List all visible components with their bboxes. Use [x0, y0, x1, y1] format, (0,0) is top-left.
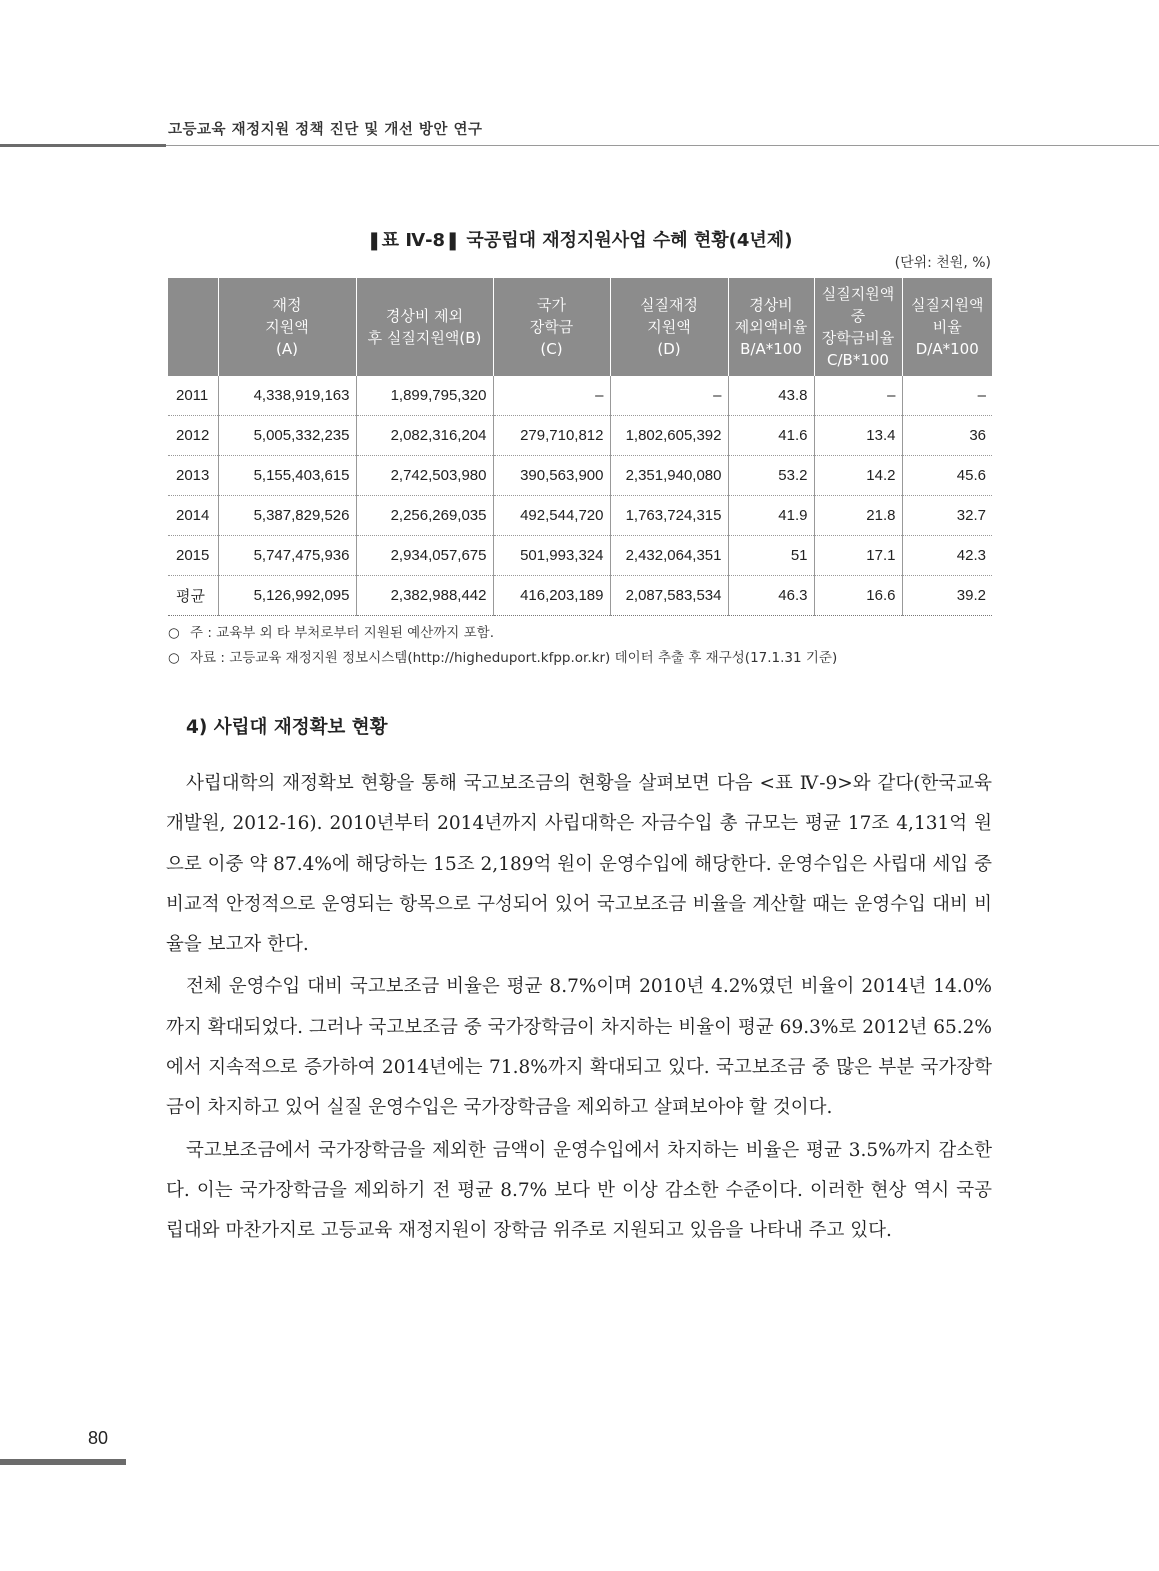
table-cell: 42.3 [902, 536, 992, 576]
table-cell: 5,387,829,526 [218, 496, 356, 536]
table-cell: 2,742,503,980 [356, 456, 493, 496]
body-paragraph: 국고보조금에서 국가장학금을 제외한 금액이 운영수입에서 차지하는 비율은 평균 3.5%까지 감소한다. 이는 국가장학금을 제외하기 전 평균 8.7% 보다 반 이상 감소한 수준이다. 이러한 현상 역시 국공립대와 마찬가지로 고등교육 재정지원이 장학금 위주로 지원되고 있음을 나타내 주고 있다. [166, 1139, 992, 1242]
header-rule-thin [166, 145, 1159, 146]
table-note [168, 621, 837, 646]
table-header-cell: 재정 지원액 (A) [218, 278, 356, 376]
table-row-label: 2014 [168, 496, 218, 536]
table-cell: 2,934,057,675 [356, 536, 493, 576]
table-row [168, 536, 992, 576]
table-cell: – [610, 376, 728, 416]
table-cell: 41.6 [728, 416, 814, 456]
body-text [166, 764, 992, 1254]
table-header-row [168, 278, 992, 376]
table-cell: 41.9 [728, 496, 814, 536]
table-cell: 5,126,992,095 [218, 576, 356, 616]
table-row-label: 2013 [168, 456, 218, 496]
table-cell: 2,087,583,534 [610, 576, 728, 616]
table-cell: 5,005,332,235 [218, 416, 356, 456]
page-number: 80 [88, 1428, 109, 1448]
table-row-label: 2011 [168, 376, 218, 416]
table-cell: 45.6 [902, 456, 992, 496]
table-cell: 2,351,940,080 [610, 456, 728, 496]
table-cell: 501,993,324 [493, 536, 610, 576]
table-cell: 1,802,605,392 [610, 416, 728, 456]
table-note [168, 646, 837, 671]
table-cell: 2,432,064,351 [610, 536, 728, 576]
funding-table [168, 278, 992, 616]
table-cell: 32.7 [902, 496, 992, 536]
table-unit-note: (단위: 천원, %) [894, 255, 991, 271]
table-cell: 5,155,403,615 [218, 456, 356, 496]
data-table-wrapper [168, 278, 992, 616]
table-row-label: 2012 [168, 416, 218, 456]
table-cell: 2,082,316,204 [356, 416, 493, 456]
table-cell: 5,747,475,936 [218, 536, 356, 576]
table-cell: 16.6 [814, 576, 902, 616]
table-row [168, 376, 992, 416]
table-body [168, 376, 992, 616]
table-cell: 51 [728, 536, 814, 576]
table-row [168, 576, 992, 616]
table-row [168, 456, 992, 496]
table-cell: – [814, 376, 902, 416]
table-row-label: 평균 [168, 576, 218, 616]
table-header-cell: 실질재정 지원액 (D) [610, 278, 728, 376]
note-bullet: ○ [168, 650, 180, 666]
table-cell: 13.4 [814, 416, 902, 456]
table-cell: 21.8 [814, 496, 902, 536]
body-paragraph: 전체 운영수입 대비 국고보조금 비율은 평균 8.7%이며 2010년 4.2%였던 비율이 2014년 14.0%까지 확대되었다. 그러나 국고보조금 중 국가장학금이 차지하는 비율이 평균 69.3%로 2012년 65.2%에서 지속적으로 증가하여 2014년에는 71.8%까지 확대되고 있다. 국고보조금 중 많은 부분 국가장학금이 차지하고 있어 실질 운영수입은 국가장학금을 제외하고 살펴보아야 할 것이다. [166, 976, 992, 1119]
table-row-label: 2015 [168, 536, 218, 576]
table-header-cell: 경상비 제외액비율 B/A*100 [728, 278, 814, 376]
table-cell: 2,382,988,442 [356, 576, 493, 616]
footer-rule [0, 1459, 126, 1465]
table-cell: 53.2 [728, 456, 814, 496]
table-header-cell: 실질지원액 중 장학금비율 C/B*100 [814, 278, 902, 376]
table-header-cell: 국가 장학금 (C) [493, 278, 610, 376]
note-bullet: ○ [168, 625, 180, 641]
section-heading: 4) 사립대 재정확보 현황 [186, 717, 388, 738]
header-rule [0, 144, 166, 147]
note-text: 자료 : 고등교육 재정지원 정보시스템(http://higheduport.kfpp.or.kr) 데이터 추출 후 재구성(17.1.31 기준) [190, 650, 838, 666]
table-row [168, 496, 992, 536]
table-cell: 4,338,919,163 [218, 376, 356, 416]
table-cell: 14.2 [814, 456, 902, 496]
table-notes [168, 621, 837, 671]
table-cell: 43.8 [728, 376, 814, 416]
table-cell: 390,563,900 [493, 456, 610, 496]
table-cell: 36 [902, 416, 992, 456]
table-cell: 17.1 [814, 536, 902, 576]
table-row [168, 416, 992, 456]
table-cell: – [902, 376, 992, 416]
table-cell: 416,203,189 [493, 576, 610, 616]
table-cell: 279,710,812 [493, 416, 610, 456]
table-cell: 1,763,724,315 [610, 496, 728, 536]
body-paragraph: 사립대학의 재정확보 현황을 통해 국고보조금의 현황을 살펴보면 다음 <표 Ⅳ-9>와 같다(한국교육개발원, 2012-16). 2010년부터 2014년까지 사립대학은 자금수입 총 규모는 평균 17조 4,131억 원으로 이중 약 87.4%에 해당하는 15조 2,189억 원이 운영수입에 해당한다. 운영수입은 사립대 세입 중 비교적 안정적으로 운영되는 항목으로 구성되어 있어 국고보조금 비율을 계산할 때는 운영수입 대비 비율을 보고자 한다. [166, 773, 992, 956]
table-cell: 492,544,720 [493, 496, 610, 536]
table-header-cell [168, 278, 218, 376]
running-header: 고등교육 재정지원 정책 진단 및 개선 방안 연구 [168, 122, 483, 138]
table-header-cell: 실질지원액 비율 D/A*100 [902, 278, 992, 376]
table-cell: – [493, 376, 610, 416]
table-cell: 39.2 [902, 576, 992, 616]
table-title: ❚표 Ⅳ-8❚ 국공립대 재정지원사업 수혜 현황(4년제) [366, 230, 793, 251]
table-cell: 2,256,269,035 [356, 496, 493, 536]
table-cell: 1,899,795,320 [356, 376, 493, 416]
note-text: 주 : 교육부 외 타 부처로부터 지원된 예산까지 포함. [190, 625, 494, 641]
table-header-cell: 경상비 제외 후 실질지원액(B) [356, 278, 493, 376]
table-cell: 46.3 [728, 576, 814, 616]
